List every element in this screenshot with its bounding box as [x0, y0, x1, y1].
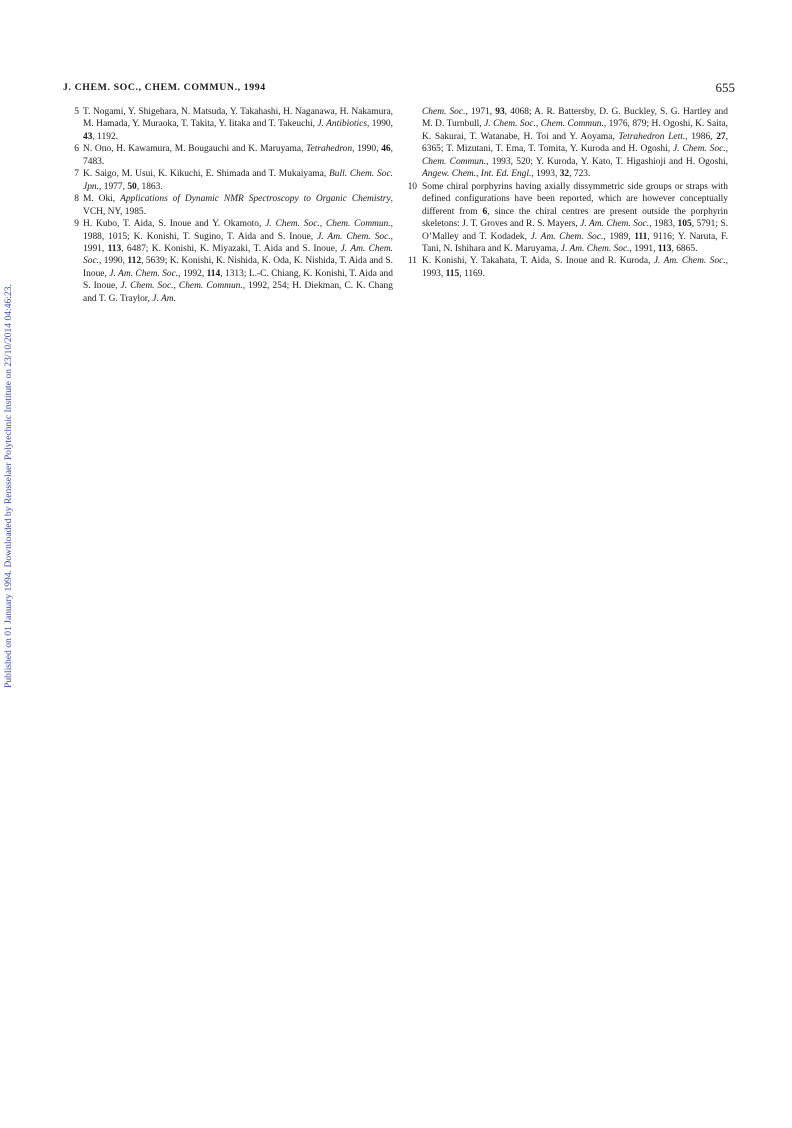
reference-text: , 1313; L.-C. Chiang, K. Konishi, T. Aida and S. Inoue,	[83, 268, 393, 292]
reference-text: , 1989,	[603, 231, 635, 242]
reference-text: , VCH, NY, 1985.	[83, 194, 393, 217]
reference-journal: J. Chem. Soc., Chem. Commun.	[422, 144, 728, 167]
reference-journal: Tetrahedron Lett.	[618, 131, 686, 142]
reference-text: , 1977,	[99, 181, 128, 192]
reference-text: , 4068; A. R. Battersby, D. G. Buckley, S. G. Hartley and M. D. Turnbull,	[422, 107, 728, 130]
reference-text: , 1971,	[465, 107, 496, 117]
reference-number: 5	[74, 107, 79, 117]
reference-volume: 115	[445, 268, 460, 279]
reference-text: , 1992,	[178, 268, 207, 279]
reference-text: K. Konishi, Y. Takahata, T. Aida, S. Inoue and R. Kuroda,	[422, 256, 654, 267]
reference-journal: J. Chem. Soc., Chem. Commun.	[120, 281, 243, 292]
reference-journal: J. Am. Chem. Soc.	[317, 231, 391, 242]
reference-journal: J. Am. Chem. Soc.	[83, 243, 393, 267]
reference-volume: 111	[634, 231, 648, 242]
reference-text: , 9116; Y. Naruta, F. Tani, N. Ishihara and K. Maruyama,	[422, 231, 729, 254]
reference-entry	[402, 106, 728, 181]
reference-entry	[67, 143, 393, 168]
references-right-column	[402, 106, 728, 280]
reference-text: , 1993,	[422, 256, 728, 279]
reference-volume: 50	[127, 181, 137, 192]
reference-text: , 1990,	[367, 119, 394, 130]
reference-text: , 1991,	[83, 231, 393, 254]
reference-entry	[402, 255, 728, 280]
reference-volume: 43	[83, 131, 93, 142]
reference-journal: J. Am. Chem. Soc.	[653, 256, 726, 267]
reference-journal: J. Am. Chem. Soc.	[530, 231, 604, 242]
reference-text: , 1992, 254; H. Diekman, C. K. Chang and T. G. Traylor,	[83, 281, 393, 304]
reference-number: 8	[74, 194, 79, 205]
reference-text: , 1990,	[352, 144, 382, 155]
reference-journal: J. Chem. Soc., Chem. Commun.	[265, 219, 391, 230]
reference-text: Some chiral porphyrins having axially dissymmetric side groups or straps with defined configurations have been reported, which are however conceptually different from	[422, 181, 728, 217]
reference-entry	[67, 193, 393, 218]
download-watermark	[3, 30, 17, 690]
reference-volume: 46	[381, 144, 391, 155]
reference-journal: Chem. Soc.	[422, 107, 466, 117]
reference-text: , 723.	[569, 169, 591, 180]
references-left-column	[67, 106, 393, 305]
reference-number: 11	[407, 256, 417, 267]
download-watermark-text: Published on 01 January 1994. Downloaded by Rensselaer Polytechnic Institute on 23/10/2014 04:46:23.	[3, 284, 14, 688]
reference-text: , 1991,	[629, 243, 658, 254]
reference-text: , 1993,	[531, 169, 560, 180]
reference-text: T. Nogami, Y. Shigehara, N. Matsuda, Y. Takahashi, H. Naganawa, H. Nakamura, M. Hamada, Y. Muraoka, T. Takita, Y. Iitaka and T. Takeuchi,	[83, 107, 393, 130]
reference-number: 6	[74, 144, 79, 155]
reference-text: , 6487; K. Konishi, K. Miyazaki, T. Aida and S. Inoue,	[121, 243, 341, 254]
running-head: J. CHEM. SOC., CHEM. COMMUN., 1994	[63, 82, 266, 93]
reference-volume: 27	[716, 131, 726, 142]
reference-text: M. Oki,	[83, 194, 121, 205]
reference-volume: 6	[482, 206, 488, 217]
reference-text: K. Saigo, M. Usui, K. Kikuchi, E. Shimada and T. Mukaiyama,	[83, 169, 329, 180]
reference-journal: Angew. Chem., Int. Ed. Engl.	[422, 169, 532, 180]
reference-text: , 1983,	[649, 219, 678, 230]
reference-journal: J. Antibiotics	[317, 119, 368, 130]
reference-volume: 113	[657, 243, 672, 254]
reference-text: H. Kubo, T. Aida, S. Inoue and Y. Okamoto,	[83, 219, 266, 230]
reference-volume: 113	[107, 243, 122, 254]
reference-text: , 1976, 879; H. Ogoshi, K. Saita, K. Sakurai, T. Watanabe, H. Toi and Y. Aoyama,	[422, 119, 729, 142]
reference-number: 10	[407, 181, 417, 192]
reference-volume: 105	[677, 219, 692, 230]
page-number: 655	[715, 80, 735, 95]
reference-text: , 1986,	[685, 131, 717, 142]
reference-journal: J. Am. Chem. Soc.	[580, 219, 650, 230]
reference-journal: J. Chem. Soc., Chem. Commun.	[484, 119, 604, 130]
reference-text: , 1988, 1015; K. Konishi, T. Sugino, T. Aida and S. Inoue,	[83, 219, 393, 242]
reference-text: , 1863.	[136, 181, 163, 192]
reference-volume: 93	[495, 107, 505, 117]
reference-text: , 5791; S. O’Malley and T. Kodadek,	[422, 219, 729, 242]
reference-journal: J. Am. Chem. Soc.	[109, 268, 179, 279]
reference-volume: 114	[206, 268, 221, 279]
reference-entry	[67, 168, 393, 193]
reference-text: , 6365; T. Mizutani, T. Ema, T. Tomita, Y. Kuroda and H. Ogoshi,	[422, 131, 729, 155]
reference-text: , 1192.	[92, 131, 119, 142]
reference-text: , 1990,	[99, 256, 128, 267]
reference-volume: 32	[559, 169, 570, 180]
reference-text: , since the chiral centres are present outside the porphyrin skeletons: J. T. Groves and R. S. Mayers,	[422, 206, 728, 230]
reference-text: , 1169.	[459, 268, 485, 279]
reference-journal: Bull. Chem. Soc. Jpn.	[83, 169, 393, 192]
reference-entry	[402, 181, 728, 256]
reference-number: 7	[74, 169, 79, 180]
reference-entry	[67, 106, 393, 143]
reference-entry	[67, 218, 393, 305]
reference-number: 9	[74, 219, 79, 230]
reference-text: N. Ono, H. Kawamura, M. Bougauchi and K. Maruyama,	[83, 144, 307, 155]
reference-journal: Tetrahedron	[306, 144, 353, 155]
reference-text: , 7483.	[83, 144, 393, 167]
reference-text: , 5639; K. Konishi, K. Nishida, K. Oda, K. Nishida, T. Aida and S. Inoue,	[83, 256, 394, 279]
reference-text: , 6865.	[671, 243, 698, 254]
reference-journal: J. Am.	[152, 293, 176, 304]
reference-journal: J. Am. Chem. Soc.	[560, 243, 630, 254]
reference-text: , 1993, 520; Y. Kuroda, Y. Kato, T. Higashioji and H. Ogoshi,	[486, 156, 728, 167]
reference-volume: 112	[127, 256, 142, 267]
reference-journal: Applications of Dynamic NMR Spectroscopy to Organic Chemistry	[120, 194, 391, 205]
